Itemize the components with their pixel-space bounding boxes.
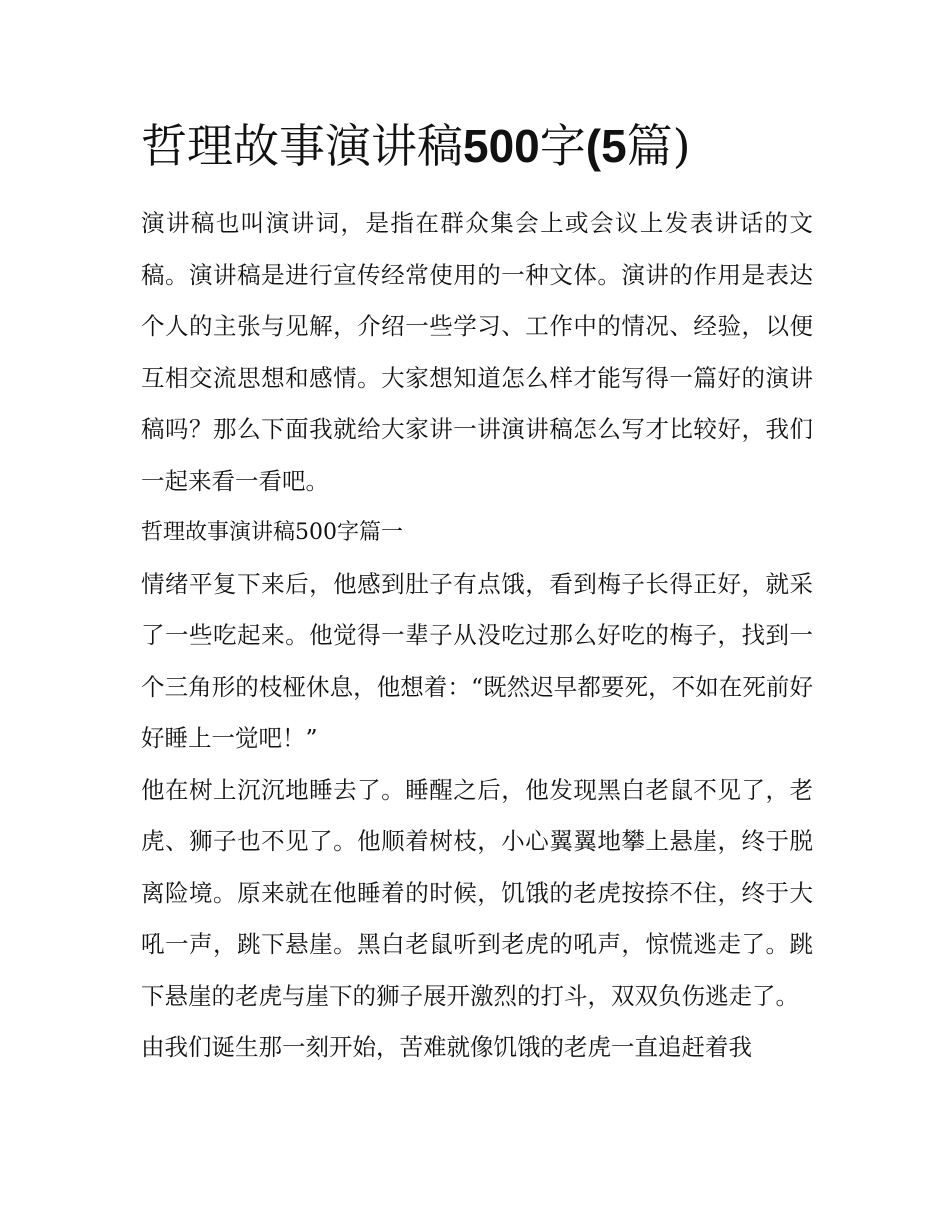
body-paragraph: 他在树上沉沉地睡去了。睡醒之后，他发现黑白老鼠不见了，老虎、狮子也不见了。他顺着树枝，小心翼翼地攀上悬崖，终于脱离险境。原来就在他睡着的时候，饥饿的老虎按捺不住，终于大吼一声，跳下悬崖。黑白老鼠听到老虎的吼声，惊慌逃走了。跳下悬崖的老虎与崖下的狮子展开激烈的打斗，双双负伤逃走了。: [141, 775, 813, 1010]
document-page: [141, 110, 813, 1074]
title-prefix: 哲理故事演讲稿: [141, 119, 463, 173]
intro-paragraph: 演讲稿也叫演讲词，是指在群众集会上或会议上发表讲话的文稿。演讲稿是进行宣传经常使用的一种文体。演讲的作用是表达个人的主张与见解，介绍一些学习、工作中的情况、经验，以便互相交流思想和感情。大家想知道怎么样才能写得一篇好的演讲稿吗？那么下面我就给大家讲一讲演讲稿怎么写才比较好，我们一起来看一看吧。: [141, 209, 813, 495]
title-end: 篇): [626, 119, 691, 173]
section-heading: 哲理故事演讲稿500字篇一: [141, 520, 403, 545]
document-title: [141, 110, 813, 182]
body-paragraph: 情绪平复下来后，他感到肚子有点饿，看到梅子长得正好，就采了一些吃起来。他觉得一辈子从没吃过那么好吃的梅子，找到一个三角形的枝桠休息，他想着：“既然迟早都要死，不如在死前好好睡上一觉吧！”: [141, 569, 813, 752]
body-paragraph: 由我们诞生那一刻开始，苦难就像饥饿的老虎一直追赶着我: [141, 1033, 752, 1061]
title-mid: 字: [539, 119, 586, 173]
title-number: 500: [463, 120, 540, 172]
title-count: (5: [585, 120, 627, 172]
